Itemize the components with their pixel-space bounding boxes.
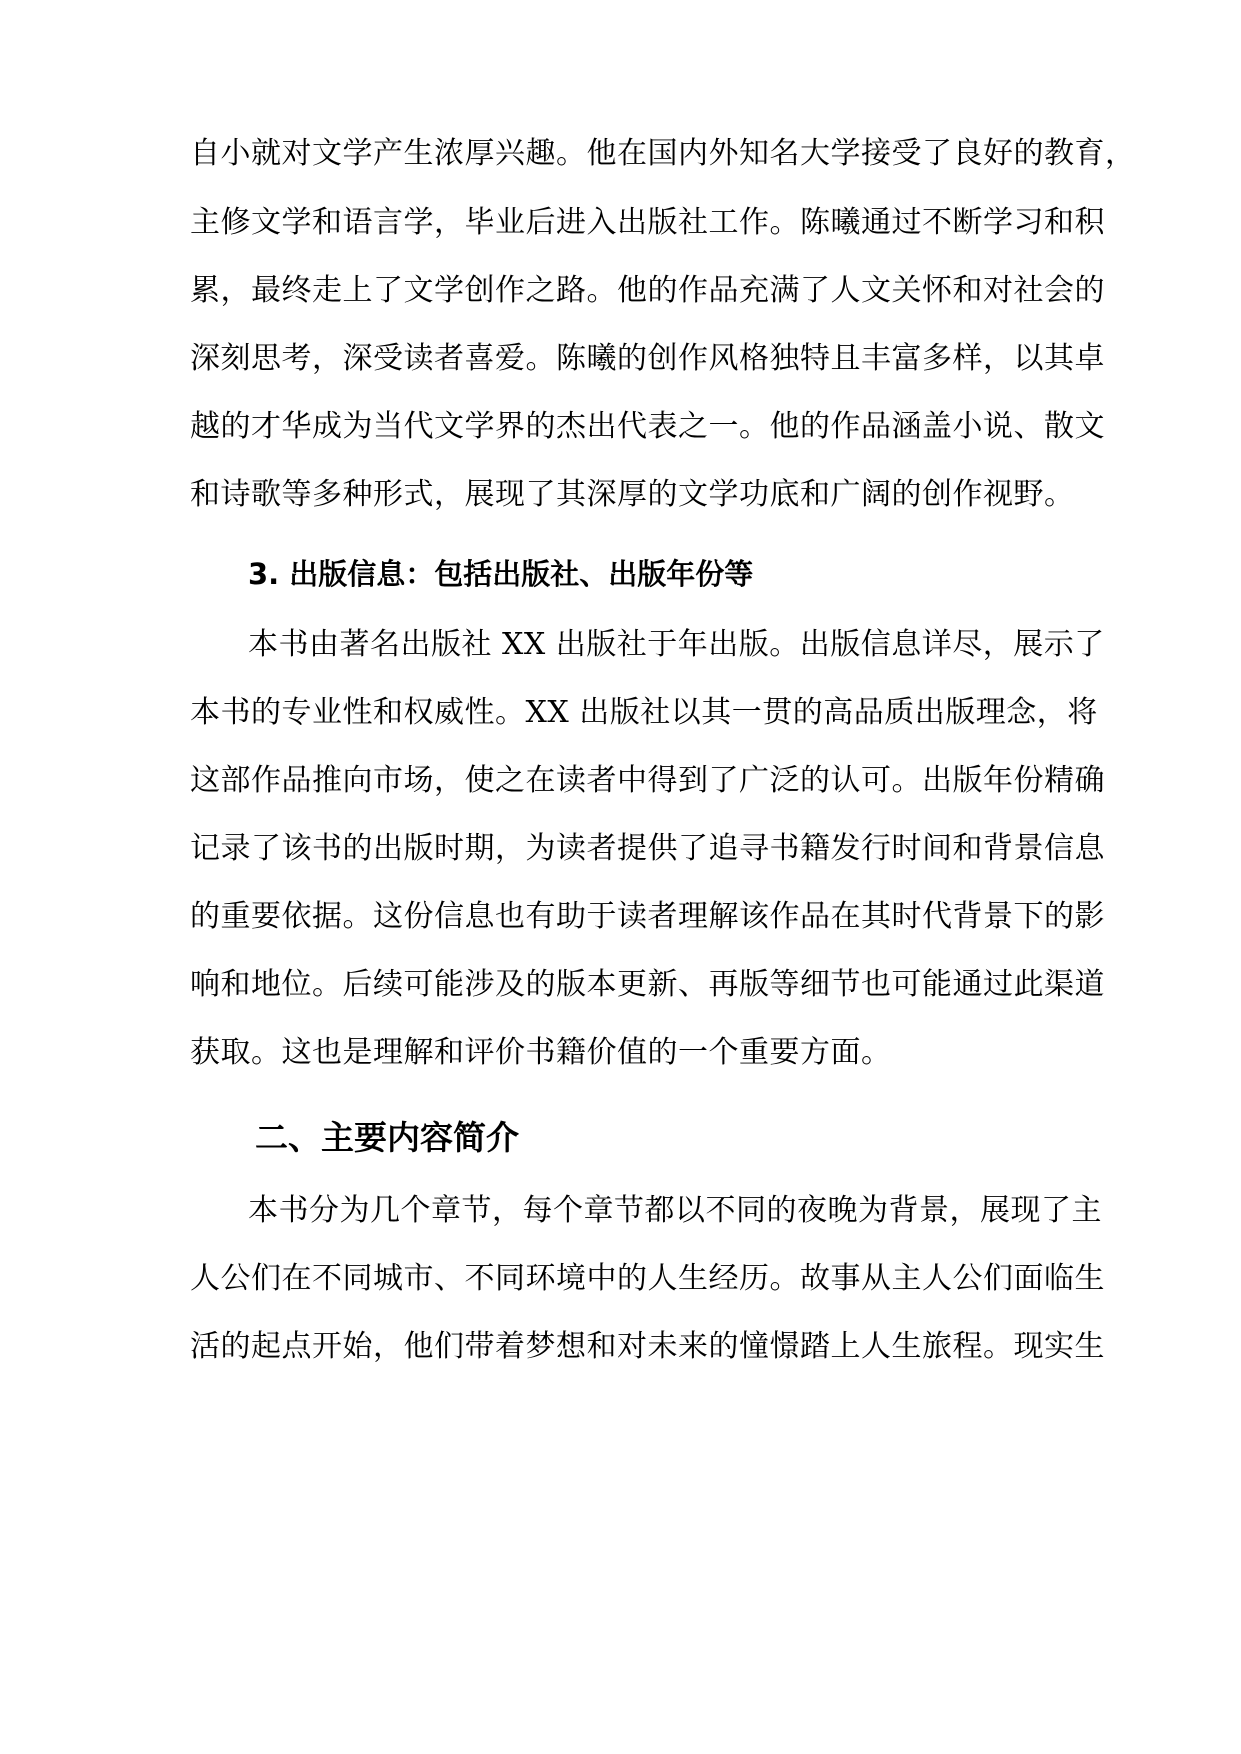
section-two-line-2: 人公们在不同城市、不同环境中的人生经历。故事从主人公们面临生	[190, 1261, 1105, 1296]
para1-line-5: 越的才华成为当代文学界的杰出代表之一。他的作品涵盖小说、散文	[190, 409, 1105, 444]
para1-line-4: 深刻思考，深受读者喜爱。陈曦的创作风格独特且丰富多样，以其卓	[190, 341, 1105, 376]
section-3-heading: 3. 出版信息：包括出版社、出版年份等	[248, 557, 754, 591]
section3-line-4: 记录了该书的出版时期，为读者提供了追寻书籍发行时间和背景信息	[190, 831, 1105, 866]
section-two-line-3: 活的起点开始，他们带着梦想和对未来的憧憬踏上人生旅程。现实生	[190, 1329, 1105, 1364]
section-two-line-1: 本书分为几个章节，每个章节都以不同的夜晚为背景，展现了主	[248, 1193, 1102, 1228]
section3-line-2: 本书的专业性和权威性。XX 出版社以其一贯的高品质出版理念，将	[190, 695, 1098, 730]
section-two-heading: 二、主要内容简介	[255, 1118, 519, 1157]
section3-line-6: 响和地位。后续可能涉及的版本更新、再版等细节也可能通过此渠道	[190, 967, 1105, 1002]
section3-line-5: 的重要依据。这份信息也有助于读者理解该作品在其时代背景下的影	[190, 899, 1105, 934]
para1-line-1: 自小就对文学产生浓厚兴趣。他在国内外知名大学接受了良好的教育，	[190, 136, 1136, 171]
para1-line-2: 主修文学和语言学，毕业后进入出版社工作。陈曦通过不断学习和积	[190, 205, 1105, 240]
para1-line-3: 累，最终走上了文学创作之路。他的作品充满了人文关怀和对社会的	[190, 273, 1105, 308]
para1-line-6: 和诗歌等多种形式，展现了其深厚的文学功底和广阔的创作视野。	[190, 477, 1075, 512]
section3-line-1: 本书由著名出版社 XX 出版社于年出版。出版信息详尽，展示了	[248, 627, 1105, 662]
section3-line-3: 这部作品推向市场，使之在读者中得到了广泛的认可。出版年份精确	[190, 763, 1105, 798]
section3-line-7: 获取。这也是理解和评价书籍价值的一个重要方面。	[190, 1035, 892, 1070]
